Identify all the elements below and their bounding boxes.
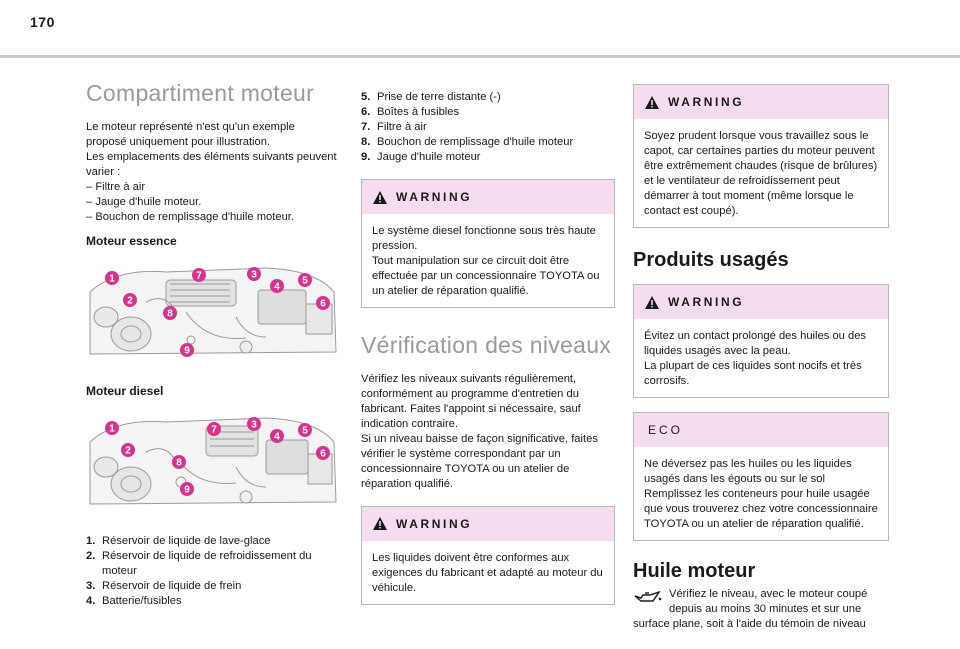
callout-3 bbox=[247, 267, 261, 281]
warning-triangle-icon bbox=[644, 295, 660, 310]
warning-text: Le système diesel fonctionne sous très haute pression. bbox=[372, 225, 596, 252]
warning-triangle-icon bbox=[372, 190, 388, 205]
warning-box-hot-engine bbox=[633, 84, 889, 228]
petrol-engine-illustration bbox=[86, 262, 338, 362]
list-item: 1. Réservoir de liquide de lave-glace bbox=[86, 534, 271, 547]
list-item: 2. Réservoir de liquide de refroidissement du moteur bbox=[86, 549, 312, 577]
callout-9 bbox=[180, 343, 194, 357]
callout-3 bbox=[247, 417, 261, 431]
warning-body bbox=[634, 319, 888, 397]
callout-8 bbox=[163, 306, 177, 320]
svg-text:7: 7 bbox=[211, 424, 217, 436]
list-item: 5. Prise de terre distante (-) bbox=[361, 91, 501, 103]
svg-text:4: 4 bbox=[274, 281, 280, 293]
callout-7 bbox=[192, 268, 206, 282]
warning-text: Soyez prudent lorsque vous travaillez sous le capot, car certaines parties du moteur peuvent être extrêmement chaudes (risque de brûlures) et le ventilateur de refroidissement peut démarrer à tout moment (même lorsque le contact est coupé). bbox=[644, 130, 878, 217]
callout-5 bbox=[298, 273, 312, 287]
intro-line-2: Les emplacements des éléments suivants peuvent varier : bbox=[86, 150, 337, 178]
svg-text:2: 2 bbox=[127, 295, 133, 307]
section-title-engine-compartment: Compartiment moteur bbox=[86, 80, 315, 106]
callout-6 bbox=[316, 296, 330, 310]
list-item: 9. Jauge d'huile moteur bbox=[361, 151, 481, 163]
dash-item: – Jauge d'huile moteur. bbox=[86, 195, 338, 210]
svg-text:3: 3 bbox=[251, 419, 257, 431]
callout-4 bbox=[270, 429, 284, 443]
callout-6 bbox=[316, 446, 330, 460]
warning-triangle-icon bbox=[372, 516, 388, 531]
callout-2 bbox=[121, 443, 135, 457]
svg-text:6: 6 bbox=[320, 448, 326, 460]
svg-text:5: 5 bbox=[302, 275, 308, 287]
warning-triangle-icon bbox=[644, 95, 660, 110]
warning-header bbox=[634, 85, 888, 119]
warning-box-fluids bbox=[361, 506, 615, 605]
svg-text:8: 8 bbox=[167, 308, 173, 320]
warning-text: Tout manipulation sur ce circuit doit être effectuée par un concessionnaire TOYOTA ou un atelier de réparation qualifié. bbox=[372, 255, 600, 297]
list-item: 4. Batterie/fusibles bbox=[86, 594, 182, 607]
callout-1 bbox=[105, 421, 119, 435]
component-list bbox=[86, 534, 338, 609]
column-3 bbox=[633, 84, 889, 632]
warning-header bbox=[362, 180, 614, 214]
page-number: 170 bbox=[30, 14, 55, 30]
column-2 bbox=[361, 90, 615, 605]
intro-line-1: Le moteur représenté n'est qu'un exemple proposé uniquement pour illustration. bbox=[86, 120, 295, 148]
svg-text:1: 1 bbox=[109, 423, 115, 435]
svg-text:7: 7 bbox=[196, 270, 202, 282]
callout-5 bbox=[298, 423, 312, 437]
warning-body bbox=[362, 214, 614, 307]
column-1 bbox=[86, 80, 338, 609]
header-rule bbox=[0, 55, 960, 58]
section-title-used-products: Produits usagés bbox=[633, 249, 789, 271]
svg-text:2: 2 bbox=[125, 445, 131, 457]
callout-4 bbox=[270, 279, 284, 293]
oil-can-icon bbox=[633, 589, 663, 609]
callout-1 bbox=[105, 271, 119, 285]
callout-8 bbox=[172, 455, 186, 469]
warning-title: WARNING bbox=[668, 295, 745, 309]
warning-box-used-products bbox=[633, 284, 889, 398]
petrol-engine-heading: Moteur essence bbox=[86, 233, 177, 248]
svg-text:3: 3 bbox=[251, 269, 257, 281]
svg-text:5: 5 bbox=[302, 425, 308, 437]
warning-title: WARNING bbox=[396, 516, 473, 531]
list-item: 6. Boîtes à fusibles bbox=[361, 106, 460, 118]
eco-text: Ne déversez pas les huiles ou les liquides usagés dans les égouts ou sur le sol Remplissez les conteneurs pour huile usagée que vous trouverez chez votre concessionnaire TOYOTA ou un atelier de réparation qualifié. bbox=[644, 458, 878, 530]
dash-item: – Filtre à air bbox=[86, 180, 338, 195]
eco-box bbox=[633, 412, 889, 541]
warning-title: WARNING bbox=[668, 95, 745, 109]
warning-body bbox=[634, 119, 888, 227]
svg-text:9: 9 bbox=[184, 484, 190, 496]
warning-header bbox=[634, 285, 888, 319]
svg-text:1: 1 bbox=[109, 273, 115, 285]
eco-body bbox=[634, 447, 888, 540]
level-check-paragraph: Vérifiez les niveaux suivants régulièrement, conformément au programme d'entretien du fabricant. Faites l'appoint si nécessaire, sauf indication contraire. bbox=[361, 372, 581, 430]
warning-text: La plupart de ces liquides sont nocifs et très corrosifs. bbox=[644, 360, 862, 387]
eco-title: ECO bbox=[648, 423, 684, 437]
eco-header bbox=[634, 413, 888, 447]
warning-header bbox=[362, 507, 614, 541]
warning-body bbox=[362, 541, 614, 604]
dash-item: – Bouchon de remplissage d'huile moteur. bbox=[86, 210, 338, 225]
diesel-engine-heading: Moteur diesel bbox=[86, 383, 164, 398]
oil-text: Vérifiez le niveau, avec le moteur coupé depuis au moins 30 minutes et sur une surface plane, soit à l'aide du témoin de niveau bbox=[633, 588, 868, 630]
warning-box-diesel bbox=[361, 179, 615, 308]
warning-text: Les liquides doivent être conformes aux exigences du fabricant et adapté au moteur du véhicule. bbox=[372, 551, 603, 594]
callout-9 bbox=[180, 482, 194, 496]
warning-title: WARNING bbox=[396, 190, 473, 204]
svg-text:4: 4 bbox=[274, 431, 280, 443]
oil-paragraph bbox=[633, 587, 889, 632]
section-title-engine-oil: Huile moteur bbox=[633, 560, 756, 582]
svg-text:8: 8 bbox=[176, 457, 182, 469]
svg-text:9: 9 bbox=[184, 345, 190, 357]
callout-7 bbox=[207, 422, 221, 436]
list-item: 7. Filtre à air bbox=[361, 121, 427, 133]
list-item: 3. Réservoir de liquide de frein bbox=[86, 579, 242, 592]
list-item: 8. Bouchon de remplissage d'huile moteur bbox=[361, 136, 574, 148]
callout-2 bbox=[123, 293, 137, 307]
level-check-paragraph: Si un niveau baisse de façon significative, faites vérifier le système correspondant par un concessionnaire TOYOTA ou un atelier de réparation qualifié. bbox=[361, 432, 598, 490]
svg-text:6: 6 bbox=[320, 298, 326, 310]
warning-text: Évitez un contact prolongé des huiles ou des liquides usagés avec la peau. bbox=[644, 330, 867, 357]
dash-list bbox=[86, 180, 338, 225]
component-list-continued bbox=[361, 90, 615, 165]
section-title-level-check: Vérification des niveaux bbox=[361, 332, 612, 358]
diesel-engine-illustration bbox=[86, 412, 338, 512]
